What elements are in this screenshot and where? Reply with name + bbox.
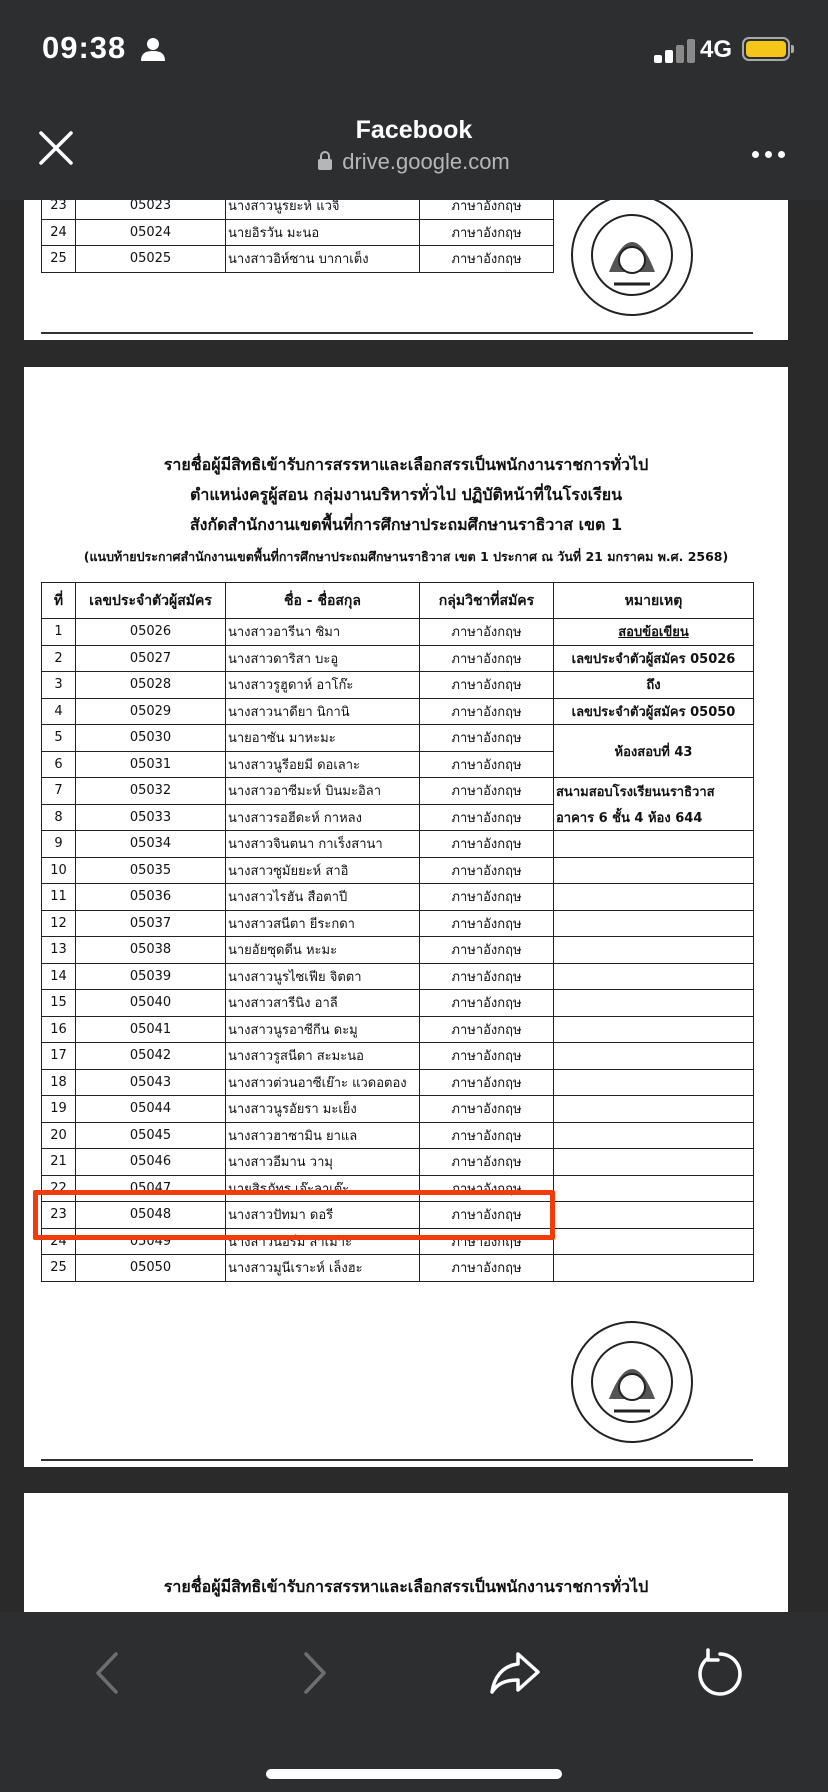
applied-subject: ภาษาอังกฤษ <box>420 1122 554 1149</box>
applicant-id: 05045 <box>76 1122 226 1149</box>
row-number: 12 <box>42 910 76 937</box>
remark-exam-type: สอบข้อเขียน <box>554 619 754 646</box>
applied-subject: ภาษาอังกฤษ <box>420 831 554 858</box>
applicant-name: นางสาวสนีตา ยีระกดา <box>226 910 420 937</box>
applicant-id: 05027 <box>76 645 226 672</box>
remark-cell <box>554 1149 754 1176</box>
table-row <box>42 884 754 911</box>
applicant-id: 05028 <box>76 672 226 699</box>
applied-subject: ภาษาอังกฤษ <box>420 200 554 219</box>
row-number: 21 <box>42 1149 76 1176</box>
table-row <box>42 246 554 273</box>
remark-cell <box>554 1122 754 1149</box>
applicant-name: นางสาวมูนีเราะห์ เล็งฮะ <box>226 1255 420 1282</box>
applied-subject: ภาษาอังกฤษ <box>420 1175 554 1202</box>
table-row <box>42 963 754 990</box>
applicant-name: นายอาซัน มาหะมะ <box>226 725 420 752</box>
network-type: 4G <box>700 36 733 63</box>
remark-building: อาคาร 6 ชั้น 4 ห้อง 644 <box>554 804 754 831</box>
applied-subject: ภาษาอังกฤษ <box>420 1202 554 1229</box>
applicant-id: 05050 <box>76 1255 226 1282</box>
row-number: 6 <box>42 751 76 778</box>
document-page-1 <box>24 200 788 340</box>
table-row <box>42 1096 754 1123</box>
remark-cell <box>554 1016 754 1043</box>
applicant-name: นางสาวดาริสา บะอู <box>226 645 420 672</box>
table-header-row <box>42 583 754 619</box>
remark-cell <box>554 910 754 937</box>
applicant-id: 05041 <box>76 1016 226 1043</box>
applicant-id: 05033 <box>76 804 226 831</box>
row-number: 18 <box>42 1069 76 1096</box>
table-row <box>42 1016 754 1043</box>
row-number: 24 <box>42 219 76 246</box>
table-row <box>42 672 754 699</box>
doc-note: (แนบท้ายประกาศสำนักงานเขตพื้นที่การศึกษาประถมศึกษานราธิวาส เขต 1 ประกาศ ณ วันที่ 21 มกราคม พ.ศ. 2568) <box>83 549 729 564</box>
remark-cell <box>554 1202 754 1229</box>
applied-subject: ภาษาอังกฤษ <box>420 990 554 1017</box>
header-remark: หมายเหตุ <box>554 583 754 619</box>
applicant-id: 05040 <box>76 990 226 1017</box>
applicant-name: นางสาวนอร์มี สาเม๊าะ <box>226 1228 420 1255</box>
table-row <box>42 990 754 1017</box>
table-row <box>42 857 754 884</box>
reload-icon[interactable] <box>694 1648 746 1700</box>
applicant-id: 05030 <box>76 725 226 752</box>
official-seal <box>569 1319 695 1445</box>
row-number: 23 <box>42 1202 76 1229</box>
table-row <box>42 1149 754 1176</box>
home-indicator[interactable] <box>266 1769 562 1779</box>
row-number: 23 <box>42 200 76 219</box>
document-viewer[interactable] <box>0 200 828 1612</box>
applied-subject: ภาษาอังกฤษ <box>420 219 554 246</box>
applicant-name: นางสาวนูรอาซีกีน ดะมู <box>226 1016 420 1043</box>
row-number: 22 <box>42 1175 76 1202</box>
applicant-id: 05038 <box>76 937 226 964</box>
applicant-name: นางสาวสารีนิง อาลี <box>226 990 420 1017</box>
document-page-3 <box>24 1493 788 1612</box>
applicant-id: 05042 <box>76 1043 226 1070</box>
table-row <box>42 200 554 219</box>
doc-title-line1: รายชื่อผู้มีสิทธิเข้ารับการสรรหาและเลือกสรรเป็นพนักงานราชการทั่วไป <box>163 455 649 474</box>
applicant-name: นางสาวปัทมา ดอรี <box>226 1202 420 1229</box>
applicant-name: นางสาวอีมาน วามุ <box>226 1149 420 1176</box>
applied-subject: ภาษาอังกฤษ <box>420 1149 554 1176</box>
back-icon[interactable] <box>92 1650 122 1696</box>
remark-cell <box>554 857 754 884</box>
applicant-name: นางสาวอาซีมะห์ บินมะอิลา <box>226 778 420 805</box>
applicant-id: 05026 <box>76 619 226 646</box>
header-name: ชื่อ - ชื่อสกุล <box>226 583 420 619</box>
row-number: 17 <box>42 1043 76 1070</box>
applicant-id: 05046 <box>76 1149 226 1176</box>
applicant-name: นางสาวรูฮูดาห์ อาโก๊ะ <box>226 672 420 699</box>
remark-id-to: เลขประจำตัวผู้สมัคร 05050 <box>554 698 754 725</box>
applied-subject: ภาษาอังกฤษ <box>420 778 554 805</box>
page1-table <box>41 200 554 273</box>
applicant-id: 05037 <box>76 910 226 937</box>
applicant-id: 05025 <box>76 246 226 273</box>
applied-subject: ภาษาอังกฤษ <box>420 751 554 778</box>
lock-icon <box>318 159 332 170</box>
remark-cell <box>554 1175 754 1202</box>
applied-subject: ภาษาอังกฤษ <box>420 1228 554 1255</box>
applied-subject: ภาษาอังกฤษ <box>420 698 554 725</box>
remark-cell <box>554 937 754 964</box>
applied-subject: ภาษาอังกฤษ <box>420 1043 554 1070</box>
share-icon[interactable] <box>488 1650 542 1696</box>
header-subject: กลุ่มวิชาที่สมัคร <box>420 583 554 619</box>
applied-subject: ภาษาอังกฤษ <box>420 910 554 937</box>
applicant-name: นางสาวนาดียา นิกานิ <box>226 698 420 725</box>
row-number: 20 <box>42 1122 76 1149</box>
table-row <box>42 910 754 937</box>
remark-id-from: เลขประจำตัวผู้สมัคร 05026 <box>554 645 754 672</box>
applicant-name: นางสาวต่วนอาซีเย๊าะ แวดอตอง <box>226 1069 420 1096</box>
applicant-name: นางสาวนูรไซเฟีย จิตตา <box>226 963 420 990</box>
applicant-id: 05024 <box>76 219 226 246</box>
applicant-id: 05044 <box>76 1096 226 1123</box>
applicant-name: นางสาวฮาซามิน ยาแล <box>226 1122 420 1149</box>
applicant-name: นายอัยซุดดีน หะมะ <box>226 937 420 964</box>
remark-cell <box>554 1069 754 1096</box>
status-time: 09:38 <box>42 30 127 65</box>
applicant-id: 05023 <box>76 200 226 219</box>
person-icon <box>140 36 166 62</box>
row-number: 14 <box>42 963 76 990</box>
table-row <box>42 1069 754 1096</box>
applicant-id: 05048 <box>76 1202 226 1229</box>
row-number: 1 <box>42 619 76 646</box>
row-number: 7 <box>42 778 76 805</box>
applicant-name: นางสาวจินตนา กาเร็งสานา <box>226 831 420 858</box>
remark-cell <box>554 963 754 990</box>
highlight-box <box>33 1190 555 1240</box>
applicant-name: นางสาวอารีนา ซิมา <box>226 619 420 646</box>
table-row <box>42 619 754 646</box>
table-row <box>42 1255 754 1282</box>
applied-subject: ภาษาอังกฤษ <box>420 857 554 884</box>
applied-subject: ภาษาอังกฤษ <box>420 1069 554 1096</box>
row-number: 10 <box>42 857 76 884</box>
header-id: เลขประจำตัวผู้สมัคร <box>76 583 226 619</box>
row-number: 25 <box>42 1255 76 1282</box>
remark-cell <box>554 990 754 1017</box>
document-page-2 <box>24 367 788 1467</box>
applicant-id: 05036 <box>76 884 226 911</box>
remark-cell <box>554 1228 754 1255</box>
applied-subject: ภาษาอังกฤษ <box>420 1016 554 1043</box>
row-number: 4 <box>42 698 76 725</box>
official-seal <box>569 200 695 318</box>
remark-to: ถึง <box>554 672 754 699</box>
table-row <box>42 219 554 246</box>
url-label <box>0 149 828 175</box>
page-title: Facebook <box>355 116 473 144</box>
row-number: 11 <box>42 884 76 911</box>
remark-exam-room: ห้องสอบที่ 43 <box>554 725 754 778</box>
row-number: 2 <box>42 645 76 672</box>
cellular-signal-icon <box>654 37 702 63</box>
row-number: 16 <box>42 1016 76 1043</box>
applied-subject: ภาษาอังกฤษ <box>420 725 554 752</box>
applicant-id: 05043 <box>76 1069 226 1096</box>
applicant-name: นางสาวนูรีอยมี ดอเลาะ <box>226 751 420 778</box>
table-row <box>42 645 754 672</box>
remark-cell <box>554 1043 754 1070</box>
row-number: 19 <box>42 1096 76 1123</box>
header-no: ที่ <box>42 583 76 619</box>
status-bar <box>0 0 828 100</box>
table-row <box>42 804 754 831</box>
applicant-id: 05029 <box>76 698 226 725</box>
row-number: 9 <box>42 831 76 858</box>
battery-icon <box>742 37 790 61</box>
row-number: 8 <box>42 804 76 831</box>
applicant-name: นางสาวนูรอัยรา มะเย็ง <box>226 1096 420 1123</box>
table-row <box>42 1043 754 1070</box>
row-number: 15 <box>42 990 76 1017</box>
doc-title-line3: สังกัดสำนักงานเขตพื้นที่การศึกษาประถมศึกษานราธิวาส เขต 1 <box>189 515 623 534</box>
remark-cell <box>554 831 754 858</box>
applied-subject: ภาษาอังกฤษ <box>420 246 554 273</box>
row-number: 13 <box>42 937 76 964</box>
remark-cell <box>554 884 754 911</box>
applicant-name: นางสาวนูรยะห์ แวจิ <box>226 200 420 219</box>
applicant-name: นายอิรวัน มะนอ <box>226 219 420 246</box>
page-divider <box>41 1459 753 1461</box>
applied-subject: ภาษาอังกฤษ <box>420 672 554 699</box>
applied-subject: ภาษาอังกฤษ <box>420 937 554 964</box>
applicant-name: นางสาวอิห์ซาน บากาเต็ง <box>226 246 420 273</box>
row-number: 24 <box>42 1228 76 1255</box>
applicant-name: นางสาวรอฮีดะห์ กาหลง <box>226 804 420 831</box>
candidate-table <box>41 582 754 1282</box>
applicant-id: 05032 <box>76 778 226 805</box>
doc-title-line1: รายชื่อผู้มีสิทธิเข้ารับการสรรหาและเลือกสรรเป็นพนักงานราชการทั่วไป <box>163 1577 649 1596</box>
table-row <box>42 698 754 725</box>
applied-subject: ภาษาอังกฤษ <box>420 963 554 990</box>
applicant-id: 05035 <box>76 857 226 884</box>
applicant-id: 05034 <box>76 831 226 858</box>
applicant-id: 05031 <box>76 751 226 778</box>
table-row <box>42 937 754 964</box>
applied-subject: ภาษาอังกฤษ <box>420 1096 554 1123</box>
remark-cell <box>554 1096 754 1123</box>
table-row <box>42 1122 754 1149</box>
doc-title-line2: ตำแหน่งครูผู้สอน กลุ่มงานบริหารทั่วไป ปฏิบัติหน้าที่ในโรงเรียน <box>189 485 623 504</box>
table-row <box>42 778 754 805</box>
applied-subject: ภาษาอังกฤษ <box>420 645 554 672</box>
applicant-id: 05049 <box>76 1228 226 1255</box>
more-options-icon[interactable] <box>752 143 791 162</box>
applicant-name: นางสาวซูมัยยะห์ สาอิ <box>226 857 420 884</box>
table-row <box>42 831 754 858</box>
page-divider <box>41 332 753 334</box>
row-number: 5 <box>42 725 76 752</box>
remark-cell <box>554 1255 754 1282</box>
row-number: 3 <box>42 672 76 699</box>
applied-subject: ภาษาอังกฤษ <box>420 804 554 831</box>
remark-venue: สนามสอบโรงเรียนนราธิวาส <box>554 778 754 805</box>
applied-subject: ภาษาอังกฤษ <box>420 884 554 911</box>
table-row <box>42 725 754 752</box>
applicant-id: 05047 <box>76 1175 226 1202</box>
browser-toolbar <box>0 1612 828 1792</box>
applied-subject: ภาษาอังกฤษ <box>420 1255 554 1282</box>
url-text: drive.google.com <box>342 149 510 174</box>
applicant-name: นางสาวรูสนีดา สะมะนอ <box>226 1043 420 1070</box>
applied-subject: ภาษาอังกฤษ <box>420 619 554 646</box>
forward-icon[interactable] <box>300 1650 330 1696</box>
applicant-name: นางสาวไรฮัน สือตาปี <box>226 884 420 911</box>
row-number: 25 <box>42 246 76 273</box>
applicant-id: 05039 <box>76 963 226 990</box>
applicant-name: นายสิรภัทร เจ๊ะลาเต๊ะ <box>226 1175 420 1202</box>
